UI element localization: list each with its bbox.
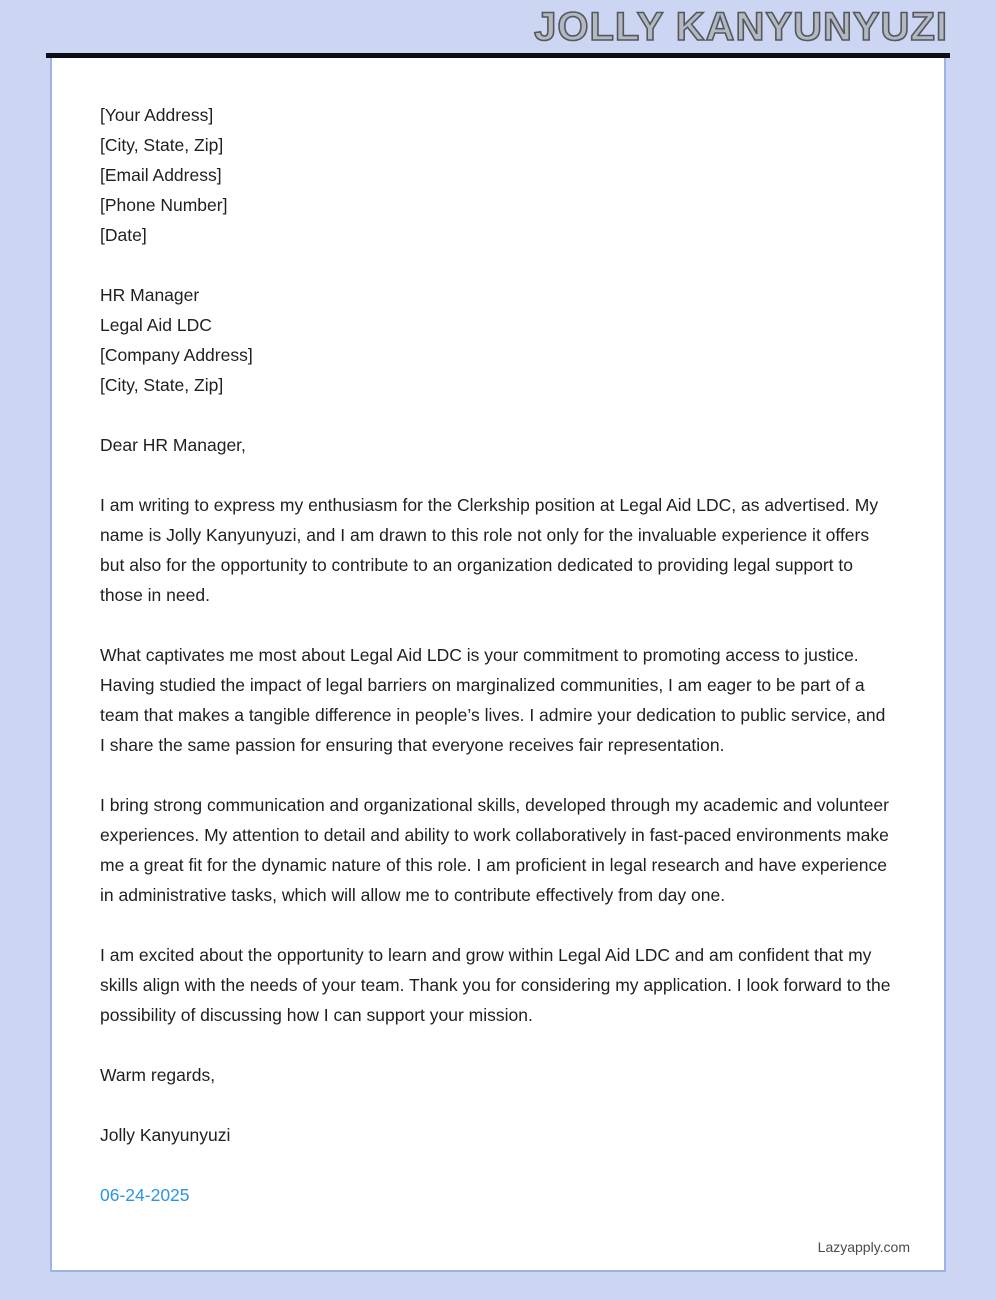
body-paragraph-2: What captivates me most about Legal Aid LDC is your commitment to promoting access to justice. Having studied the impact of legal barriers on marginalized communities, I am eager to be part of a team that makes a tangible difference in people’s lives. I admire your dedication to public service, and I share the same passion for ensuring that everyone receives fair representation.	[100, 645, 886, 755]
sender-address-block	[100, 100, 894, 250]
lazyapply-watermark: Lazyapply.com	[817, 1239, 910, 1255]
recipient-address-line: [Company Address]	[100, 345, 253, 365]
sender-date-line: [Date]	[100, 225, 147, 245]
body-paragraph-4: I am excited about the opportunity to learn and grow within Legal Aid LDC and am confident that my skills align with the needs of your team. Thank you for considering my application. I look forward to the possibility of discussing how I can support your mission.	[100, 945, 891, 1025]
sender-phone-line: [Phone Number]	[100, 195, 228, 215]
closing-line: Warm regards,	[100, 1065, 216, 1085]
letter-page	[50, 58, 946, 1272]
sender-address-line: [Your Address]	[100, 105, 214, 125]
signature-date-link[interactable]: 06-24-2025	[100, 1185, 190, 1205]
recipient-company-line: Legal Aid LDC	[100, 315, 212, 335]
letter-header	[0, 0, 996, 53]
sender-email-line: [Email Address]	[100, 165, 222, 185]
body-paragraph-3: I bring strong communication and organizational skills, developed through my academic and volunteer experiences. My attention to detail and ability to work collaboratively in fast-paced environments make me a great fit for the dynamic nature of this role. I am proficient in legal research and have experience in administrative tasks, which will allow me to contribute effectively from day one.	[100, 795, 889, 905]
sender-city-line: [City, State, Zip]	[100, 135, 224, 155]
recipient-address-block	[100, 280, 894, 400]
salutation: Dear HR Manager,	[100, 435, 246, 455]
recipient-title-line: HR Manager	[100, 285, 200, 305]
header-name: JOLLY KANYUNYUZI	[534, 4, 948, 49]
signature-name: Jolly Kanyunyuzi	[100, 1125, 231, 1145]
body-paragraph-1: I am writing to express my enthusiasm for the Clerkship position at Legal Aid LDC, as advertised. My name is Jolly Kanyunyuzi, and I am drawn to this role not only for the invaluable experience it offers but also for the opportunity to contribute to an organization dedicated to providing legal support to those in need.	[100, 495, 879, 605]
recipient-city-line: [City, State, Zip]	[100, 375, 224, 395]
